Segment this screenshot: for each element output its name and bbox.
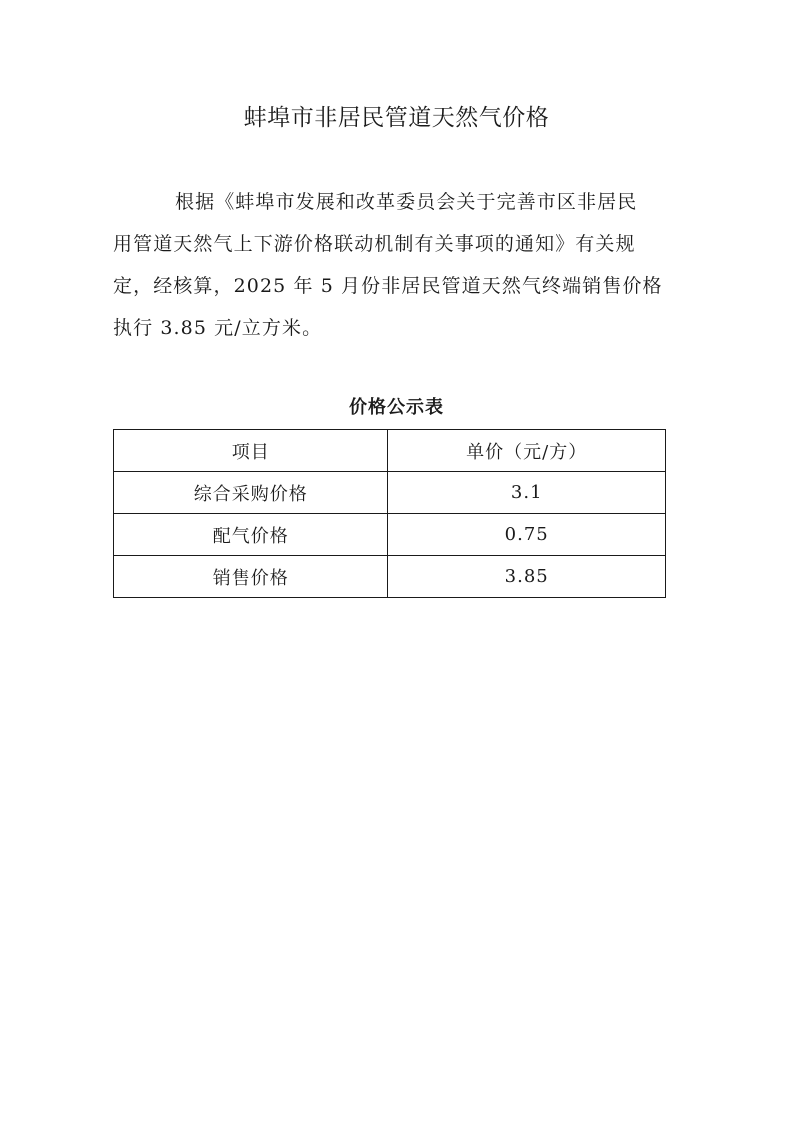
row-item: 综合采购价格	[114, 472, 388, 514]
body-line: 执行 3.85 元/立方米。	[113, 317, 323, 339]
row-price: 0.75	[388, 514, 666, 556]
table-row	[114, 514, 666, 556]
table-header-row	[114, 430, 666, 472]
body-line: 定，经核算，2025 年 5 月份非居民管道天然气终端销售价格	[113, 275, 663, 297]
row-price: 3.1	[388, 472, 666, 514]
table-row	[114, 556, 666, 598]
header-price: 单价（元/方）	[388, 430, 666, 472]
row-item: 配气价格	[114, 514, 388, 556]
row-price: 3.85	[388, 556, 666, 598]
body-paragraph	[113, 181, 678, 349]
row-item: 销售价格	[114, 556, 388, 598]
body-line: 用管道天然气上下游价格联动机制有关事项的通知》有关规	[113, 233, 636, 255]
table-title: 价格公示表	[349, 397, 444, 418]
price-table	[113, 429, 666, 598]
table-row	[114, 472, 666, 514]
header-item: 项目	[114, 430, 388, 472]
body-line: 根据《蚌埠市发展和改革委员会关于完善市区非居民	[175, 191, 638, 213]
document-title: 蚌埠市非居民管道天然气价格	[243, 105, 550, 131]
